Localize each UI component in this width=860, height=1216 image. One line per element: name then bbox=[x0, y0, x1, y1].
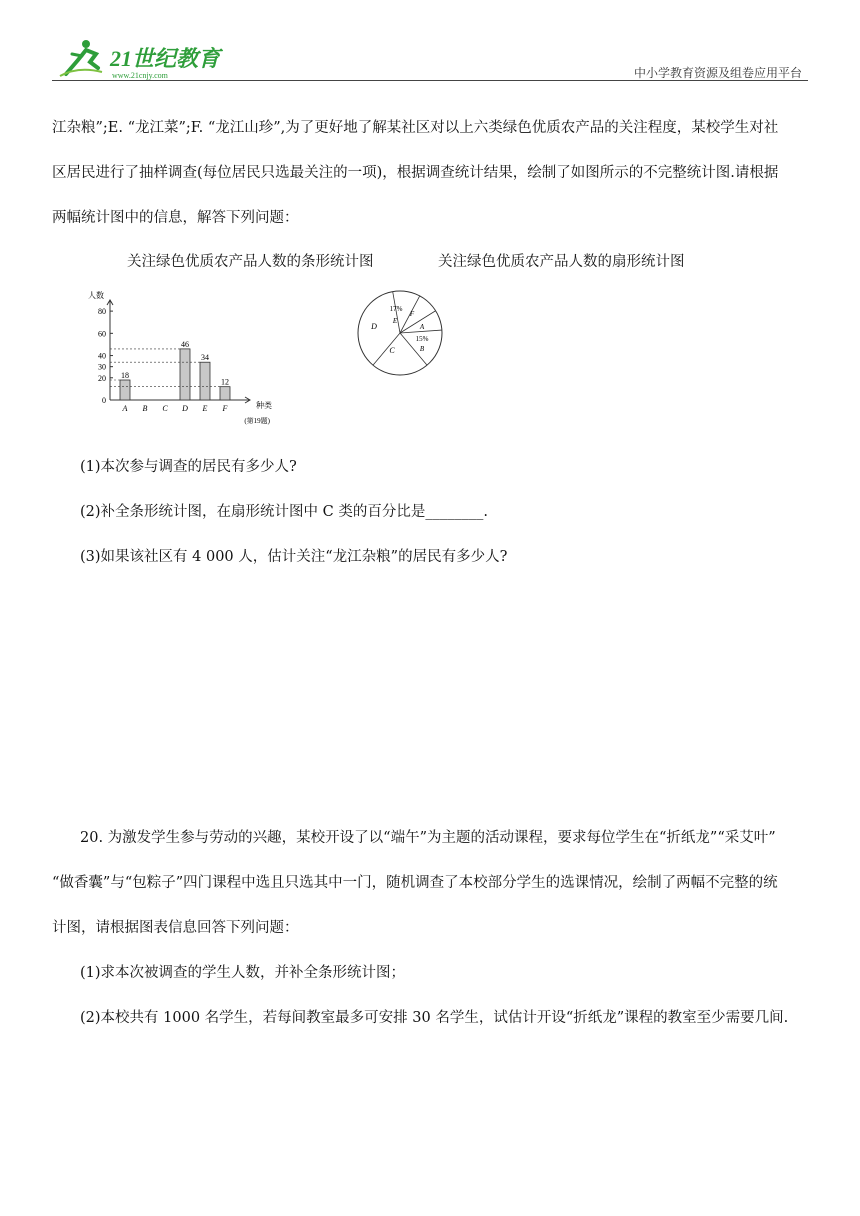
q19-sub3: (3)如果该社区有 4 000 人，估计关注“龙江杂粮”的居民有多少人? bbox=[80, 549, 508, 565]
x-tick-label: E bbox=[202, 404, 208, 413]
pie-slice-label: 15% bbox=[415, 335, 429, 343]
x-axis-label: 种类 bbox=[256, 401, 272, 410]
y-tick-label: 30 bbox=[98, 362, 106, 372]
q19-intro-line-1: 江杂粮”;E. “龙江菜”;F. “龙江山珍”,为了更好地了解某社区对以上六类绿色优质农产品的关注程度，某校学生对社 bbox=[52, 120, 779, 136]
bar-data-label: 34 bbox=[201, 353, 209, 363]
q19-intro-line-3: 两幅统计图中的信息，解答下列问题： bbox=[52, 210, 299, 226]
y-tick-label: 0 bbox=[102, 396, 106, 405]
pie-slice-label: D bbox=[371, 322, 377, 331]
q20-line-2: “做香囊”与“包粽子”四门课程中选且只选其中一门，随机调查了本校部分学生的选课情况，绘制了两幅不完整的统 bbox=[52, 875, 778, 891]
pie-slice-label: 17% bbox=[389, 305, 403, 313]
header-right-text: 中小学教育资源及组卷应用平台 bbox=[633, 66, 802, 80]
pie-slice-label: E bbox=[392, 317, 398, 325]
pie-chart bbox=[355, 288, 445, 378]
logo bbox=[52, 36, 252, 82]
logo-url: www.21cnjy.com bbox=[112, 71, 168, 80]
runner-icon bbox=[60, 40, 102, 76]
bar-chart-caption: 关注绿色优质农产品人数的条形统计图 bbox=[127, 254, 374, 270]
q20-line-1: 20. 为激发学生参与劳动的兴趣，某校开设了以“端午”为主题的活动课程，要求每位学生在“折纸龙”“采艾叶” bbox=[80, 830, 776, 846]
pie-slice-label: C bbox=[389, 346, 395, 355]
x-tick-label: B bbox=[142, 404, 148, 413]
q20-sub1: (1)求本次被调查的学生人数，并补全条形统计图； bbox=[80, 965, 406, 981]
y-tick-label: 20 bbox=[98, 373, 106, 383]
q20-sub2: (2)本校共有 1000 名学生，若每间教室最多可安排 30 名学生，试估计开设“折纸龙”课程的教室至少需要几间. bbox=[80, 1010, 789, 1026]
logo-text: 21世纪教育 bbox=[110, 46, 221, 71]
y-tick-label: 60 bbox=[98, 329, 106, 339]
x-tick-label: A bbox=[122, 404, 128, 413]
pie-slice-label: F bbox=[409, 310, 415, 318]
pie-slice-label: B bbox=[419, 345, 425, 353]
q19-sub1: (1)本次参与调查的居民有多少人? bbox=[80, 459, 297, 475]
header-divider bbox=[52, 80, 808, 81]
pie-slice-label: A bbox=[419, 323, 425, 331]
y-tick-label: 40 bbox=[98, 351, 106, 361]
bar bbox=[180, 349, 190, 400]
x-tick-label: C bbox=[162, 404, 168, 413]
pie-chart-caption: 关注绿色优质农产品人数的扇形统计图 bbox=[438, 254, 685, 270]
bar bbox=[200, 362, 210, 400]
bar bbox=[220, 387, 230, 400]
q19-sub2: (2)补全条形统计图，在扇形统计图中 C 类的百分比是________. bbox=[80, 504, 488, 520]
y-tick-label: 80 bbox=[98, 307, 106, 317]
q20-line-3: 计图，请根据图表信息回答下列问题： bbox=[52, 920, 299, 936]
bar-chart bbox=[80, 290, 320, 430]
bar-data-label: 12 bbox=[221, 377, 229, 387]
bar-data-label: 18 bbox=[121, 371, 129, 380]
figure-label: (第19题) bbox=[244, 417, 270, 425]
y-axis-label: 人数 bbox=[88, 291, 104, 300]
bar bbox=[120, 380, 130, 400]
q19-intro-line-2: 区居民进行了抽样调查(每位居民只选最关注的一项)，根据调查统计结果，绘制了如图所示的不完整统计图.请根据 bbox=[52, 165, 779, 181]
bar-data-label: 46 bbox=[181, 339, 189, 349]
x-tick-label: F bbox=[222, 404, 228, 413]
x-tick-label: D bbox=[182, 404, 188, 413]
